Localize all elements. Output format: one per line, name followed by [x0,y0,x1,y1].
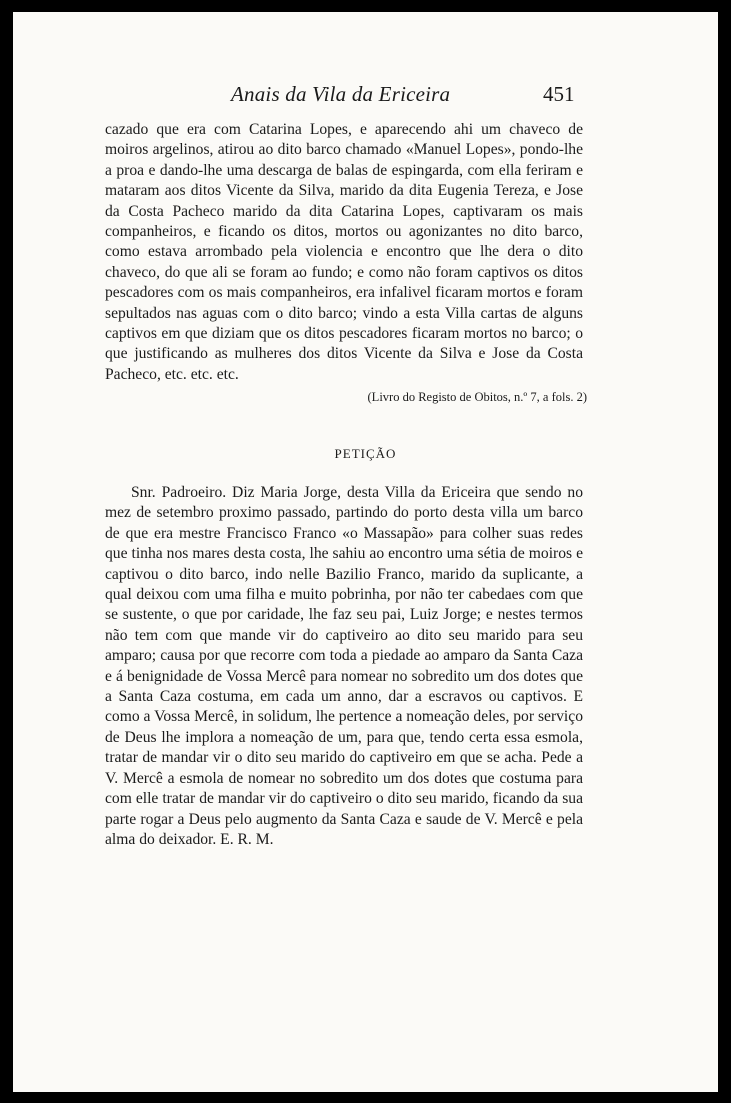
petition-paragraph: Snr. Padroeiro. Diz Maria Jorge, desta Villa da Ericeira que sendo no mez de setembro proximo passado, partindo do porto desta villa um barco de que era mestre Francisco Franco «o Massapão» para colher suas redes que tinha nos mares desta costa, lhe sahiu ao encontro uma sétia de moiros e captivou o dito barco, indo nelle Bazilio Franco, marido da suplicante, a qual deixou com uma filha e muito pobrinha, por não ter cabedaes com que se sustente, o que por caridade, lhe faz seu pai, Luiz Jorge; e nestes termos não tem com que mande vir do captiveiro ao dito seu marido para seu amparo; causa por que recorre com toda a piedade ao amparo da Santa Caza e á benignidade de Vossa Mercê para nomear no sobredito um dos dotes que a Santa Caza costuma, em cada um anno, dar a escravos ou captivos. E como a Vossa Mercê, in solidum, lhe pertence a nomeação deles, por serviço de Deus lhe implora a nomeação de um, para que, tendo certa essa esmola, tratar de mandar vir o dito seu marido do captiveiro em que se acha. Pede a V. Mercê a esmola de nomear no sobredito um dos dotes que costuma para com elle tratar de mandar vir do captiveiro o dito seu marido, ficando da sua parte rogar a Deus pelo augmento da Santa Caza e saude de V. Mercê e pela alma do deixador. E. R. M. [105,484,583,848]
petition-text-block [105,483,583,850]
paragraph-continued: cazado que era com Catarina Lopes, e aparecendo ahi um chaveco de moiros argelinos, atirou ao dito barco chamado «Manuel Lopes», pondo-lhe a proa e dando-lhe uma descarga de balas de espingarda, com ella feriram e mataram aos ditos Vicente da Silva, marido da dita Eugenia Tereza, e Jose da Costa Pacheco marido da dita Catarina Lopes, captivaram os mais companheiros, e ficando os ditos, mortos ou agonizantes no dito barco, como estava arrombado pela violencia e encontro que lhe dera o dito chaveco, do que ali se foram ao fundo; e como não foram captivos os ditos pescadores com os mais companheiros, era infalivel ficaram mortos e foram sepultados nas aguas com o dito barco; vindo a esta Villa cartas de alguns captivos em que diziam que os ditos pescadores ficaram mortos no barco; o que justificando as mulheres dos ditos Vicente da Silva e Jose da Costa Pacheco, etc. etc. etc. [105,121,583,383]
section-title: PETIÇÃO [334,446,397,461]
source-citation: (Livro do Registo de Obitos, n.º 7, a fols. 2) [367,390,587,404]
book-page [13,12,718,1092]
continued-text-block [105,120,583,385]
page-header [13,82,718,112]
page-number: 451 [543,82,575,106]
running-title: Anais da Vila da Ericeira [231,82,451,106]
